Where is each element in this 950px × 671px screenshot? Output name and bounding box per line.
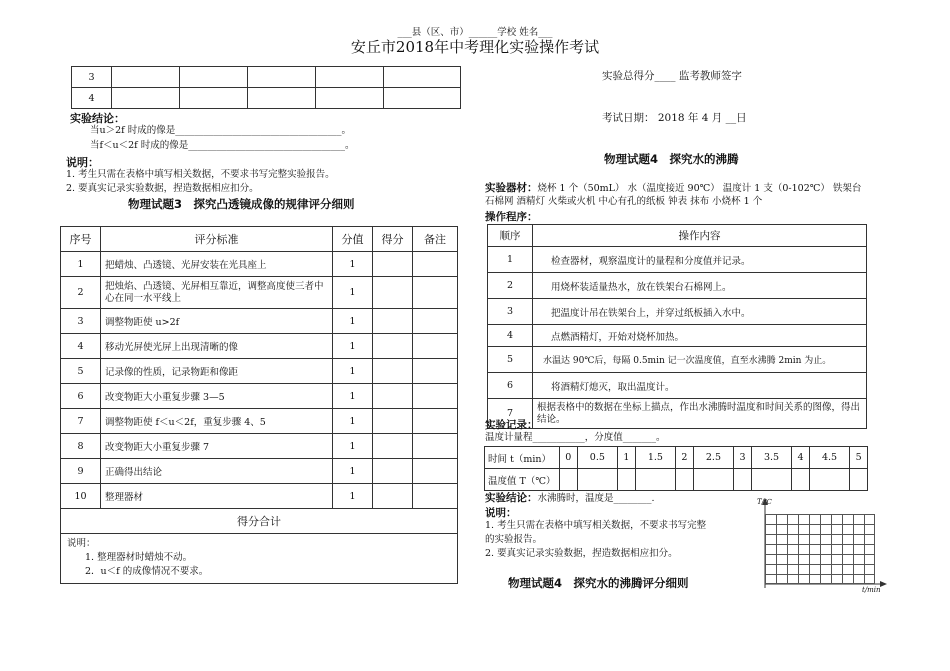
col-header: 序号 [61,227,101,252]
exam-date: 考试日期： 2018 年 4 月 __日 [602,112,747,124]
row-no: 4 [61,334,101,359]
col-header: 操作内容 [533,225,867,247]
row-score: 1 [333,434,373,459]
page-title: 安丘市2018年中考理化实验操作考试 [350,38,600,56]
time-value: 0.5 [577,447,617,469]
row-score: 1 [333,359,373,384]
row-score: 1 [333,459,373,484]
step-no: 1 [488,247,533,273]
procedure-table [487,224,867,429]
coordinate-grid [765,514,875,584]
row-no: 8 [61,434,101,459]
note4-1b: 的实验报告。 [485,534,543,545]
col-header: 得分 [373,227,413,252]
row-no: 6 [61,384,101,409]
footnote-label: 说明： [67,538,96,549]
row-text: 调整物距使 u>2f [101,309,333,334]
equipment-line-1: 烧杯 1 个（50mL） 水（温度接近 90℃） 温度计 1 支（0-102℃） 铁架台 [537,183,862,194]
time-value: 5 [850,447,868,469]
conclusion-line-2: 当f＜u＜2f 时成的像是_________________________________。 [90,140,355,151]
step-text: 点燃酒精灯，开始对烧杯加热。 [533,325,867,347]
step-text: 检查器材，观察温度计的量程和分度值并记录。 [533,247,867,273]
time-label: 时间 t（min） [485,447,560,469]
footer-title: 物理试题4 探究水的沸腾评分细则 [508,576,689,590]
step-no: 5 [488,347,533,373]
conclusion-label: 实验结论： [70,112,125,125]
row-text: 移动光屏使光屏上出现清晰的像 [101,334,333,359]
step-text: 用烧杯装适量热水，放在铁架台石棉网上。 [533,273,867,299]
row-no: 10 [61,484,101,509]
record-row-number: 4 [72,88,112,109]
row-text: 改变物距大小重复步骤 3—5 [101,384,333,409]
equipment-line-2: 石棉网 酒精灯 火柴或火机 中心有孔的纸板 钟表 抹布 小烧杯 1 个 [485,196,763,207]
time-value: 2 [676,447,694,469]
total-score-signature: 实验总得分____ 监考教师签字 [602,70,742,82]
step-no: 3 [488,299,533,325]
time-value: 0 [560,447,578,469]
row-score: 1 [333,309,373,334]
row-score: 1 [333,484,373,509]
thermometer-line: 温度计量程___________，分度值_______。 [485,432,666,443]
row-score: 1 [333,384,373,409]
time-value: 1 [618,447,636,469]
row-text: 记录像的性质，记录物距和像距 [101,359,333,384]
row-text: 整理器材 [101,484,333,509]
step-text: 将酒精灯熄灭，取出温度计。 [533,373,867,399]
title4: 物理试题4 探究水的沸腾 [604,152,739,166]
note-2: 2. 要真实记录实验数据，捏造数据相应扣分。 [66,183,259,194]
equipment-label: 实验器材： [485,182,538,194]
step-no: 4 [488,325,533,347]
record-row-number: 3 [72,67,112,88]
step-no: 2 [488,273,533,299]
time-value: 3.5 [751,447,791,469]
row-no: 3 [61,309,101,334]
row-no: 2 [61,277,101,309]
axis-y-label: T/℃ [757,498,772,506]
conclusion-line-1: 当u＞2f 时成的像是___________________________________。 [90,125,351,136]
time-value: 1.5 [635,447,675,469]
row-text: 正确得出结论 [101,459,333,484]
col-header: 备注 [413,227,458,252]
temp-label: 温度值 T（℃） [485,469,560,491]
note-1: 1. 考生只需在表格中填写相关数据，不要求书写完整实验报告。 [66,169,335,180]
note-label: 说明： [66,156,99,169]
col-header: 分值 [333,227,373,252]
row-no: 7 [61,409,101,434]
time-value: 3 [734,447,752,469]
row-text: 把烛焰、凸透镜、光屏相互靠近，调整高度使三者中心在同一水平线上 [101,277,333,309]
scoring-table-3 [60,226,458,584]
row-no: 5 [61,359,101,384]
axis-x-label: t/min [862,586,881,594]
footnote-1: 1. 整理器材时蜡烛不动。 [85,552,193,563]
col-header: 评分标准 [101,227,333,252]
step-no: 7 [488,399,533,429]
time-value: 4 [792,447,810,469]
col-header: 顺序 [488,225,533,247]
procedure-label: 操作程序： [485,211,538,223]
time-value: 4.5 [809,447,849,469]
conclusion4-text: 水沸腾时，温度是________. [537,493,655,504]
header-school-line: ___县（区、市）______学校 姓名___ [397,27,553,38]
data-table [484,446,868,491]
row-score: 1 [333,334,373,359]
note4-1: 1. 考生只需在表格中填写相关数据，不要求书写完整 [485,520,707,531]
row-score: 1 [333,277,373,309]
row-text: 调整物距使 f＜u＜2f，重复步骤 4、5 [101,409,333,434]
step-text: 水温达 90℃后，每隔 0.5min 记一次温度值，直至水沸腾 2min 为止。 [533,347,867,373]
record-label: 实验记录： [485,419,538,431]
row-text: 改变物距大小重复步骤 7 [101,434,333,459]
total-score-row: 得分合计 [61,509,458,534]
row-text: 把蜡烛、凸透镜、光屏安装在光具座上 [101,252,333,277]
footnote-2: 2．u＜f 的成像情况不要求。 [85,566,209,577]
row-no: 9 [61,459,101,484]
note4-2: 2. 要真实记录实验数据，捏造数据相应扣分。 [485,548,678,559]
conclusion4-label: 实验结论： [485,492,538,504]
record-table [71,66,461,109]
row-score: 1 [333,409,373,434]
row-no: 1 [61,252,101,277]
note4-label: 说明： [485,507,517,519]
step-no: 6 [488,373,533,399]
time-value: 2.5 [693,447,733,469]
step-text: 把温度计吊在铁架台上，并穿过纸板插入水中。 [533,299,867,325]
table3-title: 物理试题3 探究凸透镜成像的规律评分细则 [128,197,355,211]
row-score: 1 [333,252,373,277]
step-text: 根据表格中的数据在坐标上描点，作出水沸腾时温度和时间关系的图像，得出结论。 [533,399,867,429]
